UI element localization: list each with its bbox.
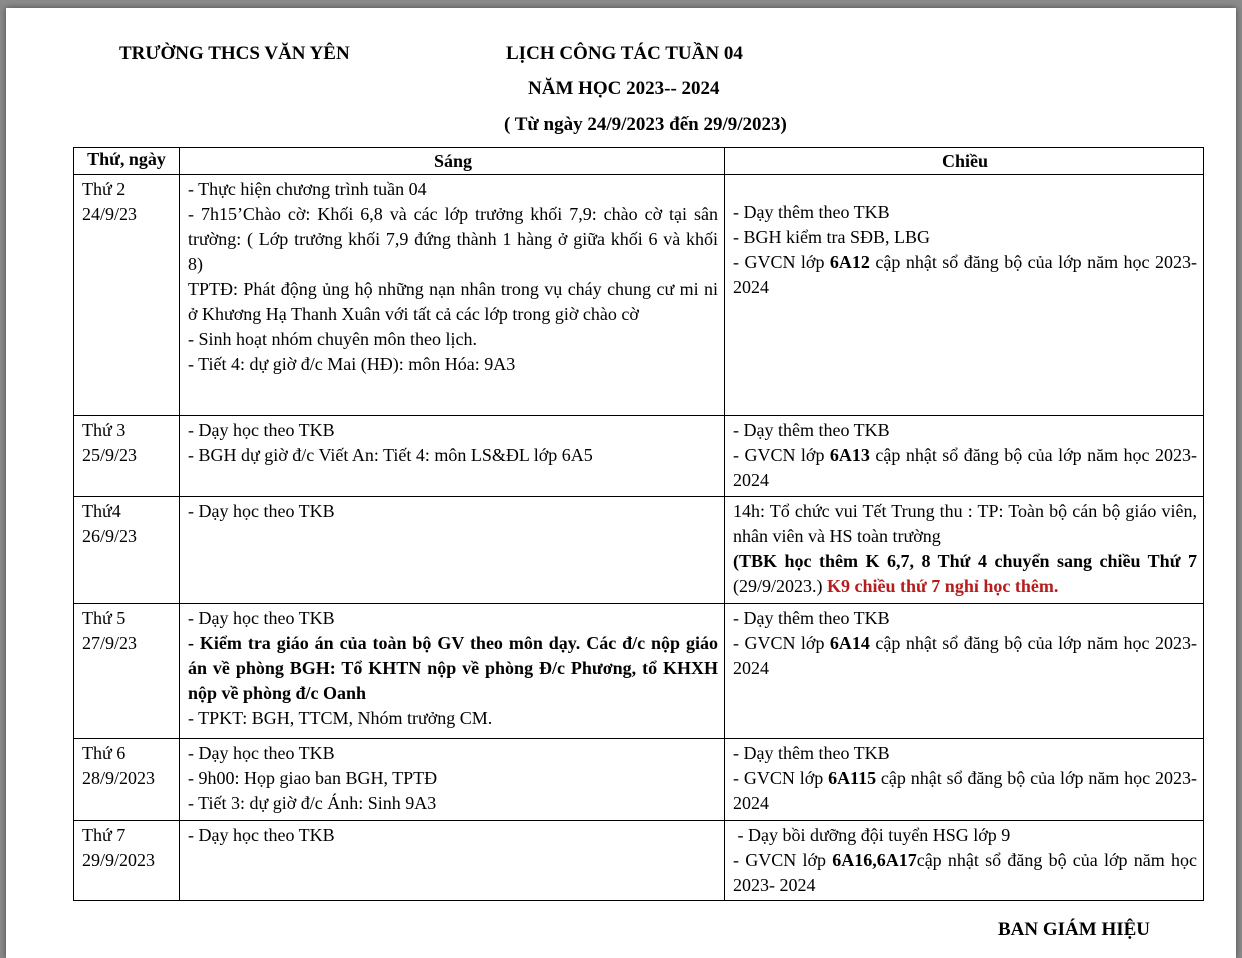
morning-line: - Dạy học theo TKB [188, 608, 335, 628]
text-span: cập nhật sổ đăng bộ của lớp năm học 2023- 2024 [733, 633, 1197, 678]
class-code: 6A14 [829, 633, 870, 653]
text-span: - GVCN lớp [733, 768, 829, 788]
day-label: Thứ 2 [82, 179, 126, 199]
morning-line: - Dạy học theo TKB [188, 420, 335, 440]
afternoon-cell [725, 821, 1204, 901]
afternoon-line [733, 848, 1197, 898]
day-cell [74, 739, 180, 821]
afternoon-line: - Dạy bồi dưỡng đội tuyển HSG lớp 9 [733, 825, 1011, 845]
afternoon-cell [725, 416, 1204, 497]
afternoon-line [733, 250, 1197, 300]
text-span: (29/9/2023.) [733, 576, 827, 596]
date-label: 28/9/2023 [82, 768, 156, 788]
afternoon-line [733, 549, 1197, 599]
day-cell [74, 604, 180, 739]
table-row [74, 497, 1204, 604]
class-code: 6A12 [829, 252, 870, 272]
column-header-day: Thứ, ngày [74, 148, 180, 175]
bold-note: (TBK học thêm K 6,7, 8 Thứ 4 chuyển sang chiều Thứ 7 [733, 551, 1197, 571]
day-label: Thứ 3 [82, 420, 126, 440]
text-span: - GVCN lớp [733, 633, 830, 653]
text-span: cập nhật sổ đăng bộ của lớp năm học 2023- 2024 [733, 768, 1197, 813]
date-label: 27/9/23 [82, 633, 138, 653]
morning-line: - Dạy học theo TKB [188, 501, 335, 521]
text-span: cập nhật sổ đăng bộ của lớp năm học 2023- 2024 [733, 252, 1197, 297]
date-label: 26/9/23 [82, 526, 138, 546]
text-span: cập nhật sổ đăng bộ của lớp năm học 2023- 2024 [733, 850, 1197, 895]
class-code: 6A115 [828, 768, 877, 788]
afternoon-line: - Dạy thêm theo TKB [733, 608, 890, 628]
morning-cell [180, 604, 725, 739]
afternoon-line: - Dạy thêm theo TKB [733, 420, 890, 440]
column-header-morning: Sáng [180, 148, 725, 175]
highlight-note: K9 chiều thứ 7 nghỉ học thêm. [827, 576, 1059, 596]
class-code: 6A16,6A17 [832, 850, 917, 870]
column-header-afternoon: Chiều [725, 148, 1204, 175]
day-label: Thứ 7 [82, 825, 126, 845]
afternoon-line [733, 443, 1197, 493]
afternoon-cell [725, 604, 1204, 739]
day-cell [74, 497, 180, 604]
signature-block: BAN GIÁM HIỆU [998, 919, 1151, 940]
morning-line: - Thực hiện chương trình tuần 04 [188, 179, 427, 199]
text-span: cập nhật sổ đăng bộ của lớp năm học 2023- 2024 [733, 445, 1197, 490]
afternoon-line [733, 631, 1197, 681]
school-year: NĂM HỌC 2023-- 2024 [528, 78, 720, 99]
table-row [74, 175, 1204, 416]
afternoon-line: - Dạy thêm theo TKB [733, 202, 890, 222]
text-span: - GVCN lớp [733, 252, 830, 272]
day-cell [74, 416, 180, 497]
morning-line: - Kiểm tra giáo án của toàn bộ GV theo môn dạy. Các đ/c nộp giáo án về phòng BGH: Tổ KHTN nộp về phòng Đ/c Phương, tổ KHXH nộp về phòng đ/c Oanh [188, 633, 718, 703]
date-range: ( Từ ngày 24/9/2023 đến 29/9/2023) [504, 114, 787, 135]
document-title: LỊCH CÔNG TÁC TUẦN 04 [506, 43, 743, 64]
date-label: 29/9/2023 [82, 850, 156, 870]
afternoon-line: - Dạy thêm theo TKB [733, 743, 890, 763]
morning-line: - 9h00: Họp giao ban BGH, TPTĐ [188, 768, 438, 788]
text-span: - GVCN lớp [733, 850, 833, 870]
text-span: - GVCN lớp [733, 445, 830, 465]
afternoon-line: 14h: Tổ chức vui Tết Trung thu : TP: Toàn bộ cán bộ giáo viên, nhân viên và HS toàn trường [733, 501, 1197, 546]
morning-cell [180, 821, 725, 901]
header-row [74, 148, 1204, 175]
morning-line: - Dạy học theo TKB [188, 743, 335, 763]
morning-line: TPTĐ: Phát động ủng hộ những nạn nhân trong vụ cháy chung cư mi ni ở Khương Hạ Thanh Xuân với tất cả các lớp trong giờ chào cờ [188, 279, 718, 324]
day-label: Thứ4 [82, 501, 121, 521]
day-cell [74, 821, 180, 901]
morning-line: - Sinh hoạt nhóm chuyên môn theo lịch. [188, 329, 477, 349]
morning-line: - Tiết 3: dự giờ đ/c Ánh: Sinh 9A3 [188, 793, 437, 813]
table-row [74, 604, 1204, 739]
document-page [6, 8, 1236, 958]
morning-line: - BGH dự giờ đ/c Viết An: Tiết 4: môn LS&ĐL lớp 6A5 [188, 445, 593, 465]
morning-line: - Tiết 4: dự giờ đ/c Mai (HĐ): môn Hóa: 9A3 [188, 354, 516, 374]
afternoon-cell [725, 497, 1204, 604]
day-cell [74, 175, 180, 416]
table-row [74, 739, 1204, 821]
morning-line: - 7h15’Chào cờ: Khối 6,8 và các lớp trưởng khối 7,9: chào cờ tại sân trường: ( Lớp trưởng khối 7,9 đứng thành 1 hàng ở giữa khối 6 và khối 8) [188, 204, 718, 274]
morning-cell [180, 739, 725, 821]
table-row [74, 416, 1204, 497]
afternoon-line: - BGH kiểm tra SĐB, LBG [733, 227, 930, 247]
class-code: 6A13 [829, 445, 870, 465]
day-label: Thứ 6 [82, 743, 126, 763]
date-label: 24/9/23 [82, 204, 138, 224]
school-name: TRƯỜNG THCS VĂN YÊN [119, 43, 350, 64]
morning-cell [180, 416, 725, 497]
morning-line: - TPKT: BGH, TTCM, Nhóm trưởng CM. [188, 708, 493, 728]
morning-line: - Dạy học theo TKB [188, 825, 335, 845]
table-row [74, 821, 1204, 901]
date-label: 25/9/23 [82, 445, 138, 465]
schedule-table [73, 147, 1204, 901]
afternoon-cell [725, 175, 1204, 416]
morning-cell [180, 497, 725, 604]
day-label: Thứ 5 [82, 608, 126, 628]
morning-cell [180, 175, 725, 416]
afternoon-line [733, 766, 1197, 816]
afternoon-cell [725, 739, 1204, 821]
